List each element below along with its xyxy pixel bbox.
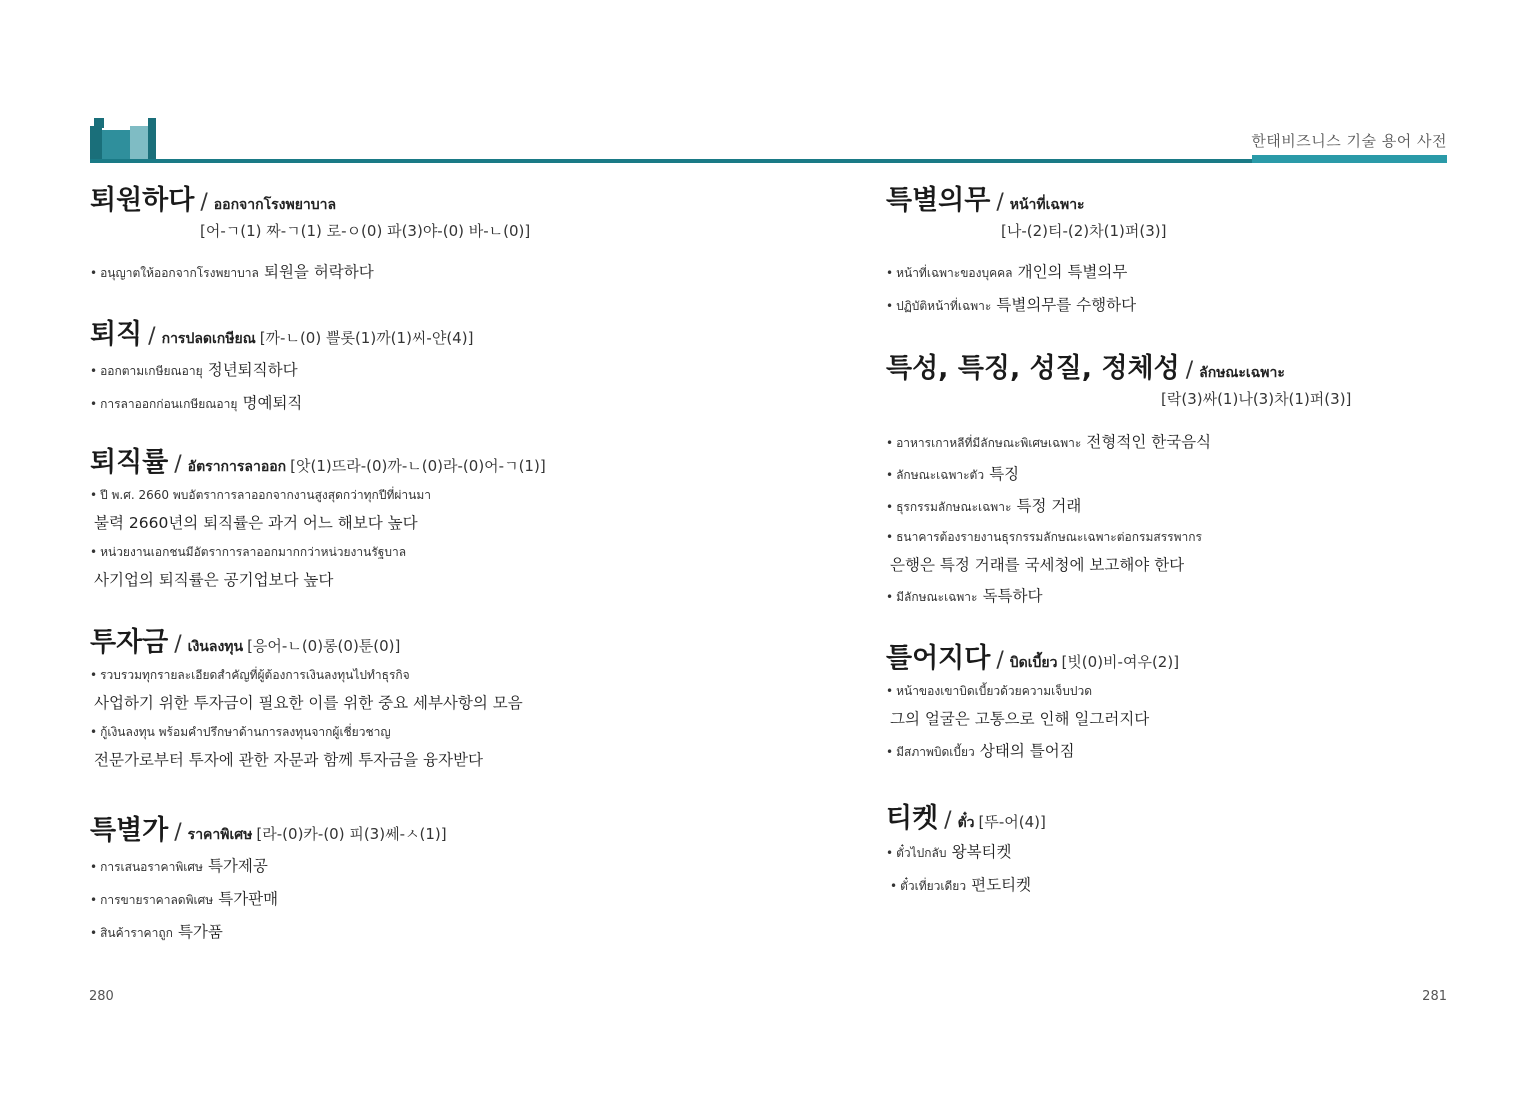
bullet: • [886,299,894,313]
bullet: • [886,684,894,698]
example-thai: อนุญาตให้ออกจากโรงพยาบาล [100,266,259,280]
separator: / [996,648,1004,673]
entry-thai: เงินลงทุน [187,639,244,655]
entry-thai: บิดเบี้ยว [1009,655,1058,671]
example-korean: 개인의 특별의무 [1017,263,1128,281]
separator: / [944,808,952,833]
entry-term: 틀어지다 [886,643,991,674]
example [886,739,1486,762]
example-korean: 그의 얼굴은 고통으로 인해 일그러지다 [890,710,1150,728]
entry [90,440,770,620]
entry-pronunciation: [락(3)싸(1)나(3)차(1)퍼(3)] [1161,390,1352,408]
left-column [90,178,770,943]
entry-term: 특성, 특징, 성질, 정체성 [886,353,1180,384]
example [886,430,1486,453]
example-thai: ธนาคารต้องรายงานธุรกรรมลักษณะเฉพาะต่อกรมสรรพากร [896,530,1202,544]
example [886,840,1486,863]
entry [90,312,770,440]
example-thai: ตั๋วไปกลับ [896,846,947,860]
entry-pronunciation: [빗(0)비-여우(2)] [1061,653,1180,671]
example-thai: การเสนอราคาพิเศษ [100,860,203,874]
example-thai: ตั๋วเที่ยวเดียว [900,879,967,893]
bullet: • [90,893,98,907]
page-number-left: 280 [89,989,114,1004]
example [90,391,770,414]
example [886,526,1486,575]
example-thai: กู้เงินลงทุน พร้อมคำปรึกษาด้านการลงทุนจากผู้เชี่ยวชาญ [100,725,391,739]
bullet: • [90,725,98,739]
example [886,462,1486,485]
bullet: • [886,436,894,450]
bullet: • [886,266,894,280]
example [90,664,770,713]
example-korean: 정년퇴직하다 [207,361,298,379]
example-korean: 상태의 틀어짐 [979,742,1075,760]
example [886,260,1486,283]
separator: / [1185,358,1194,383]
example-korean: 특가판매 [218,890,279,908]
separator: / [174,820,182,845]
entry-thai: อัตราการลาออก [187,459,287,475]
entry [886,346,1486,636]
entry [886,178,1486,346]
example [90,887,770,910]
entry-term: 특별가 [90,815,169,846]
entry [90,620,770,808]
header-accent-bar [1252,155,1447,163]
example-korean: 사업하기 위한 투자금이 필요한 이를 위한 중요 세부사항의 모음 [94,694,523,712]
example-korean: 특정 거래 [1016,497,1082,515]
example-thai: การขายราคาลดพิเศษ [100,893,214,907]
example [886,494,1486,517]
example [886,584,1486,607]
bullet: • [90,397,98,411]
separator: / [174,452,182,477]
example-korean: 특별의무를 수행하다 [996,296,1137,314]
example-korean: 불력 2660년의 퇴직률은 과거 어느 해보다 높다 [94,514,418,532]
entry-term: 투자금 [90,627,169,658]
example [886,680,1486,729]
bullet: • [90,364,98,378]
example [90,484,770,533]
bullet: • [886,590,894,604]
example [890,873,1486,896]
bullet: • [90,926,98,940]
example-thai: การลาออกก่อนเกษียณอายุ [100,397,238,411]
entry-term: 티켓 [886,803,939,834]
example-korean: 특가품 [177,923,223,941]
example-korean: 은행은 특정 거래를 국세청에 보고해야 한다 [890,556,1185,574]
entry [90,808,770,943]
example [886,293,1486,316]
bullet: • [90,668,98,682]
entry-term: 퇴원하다 [90,185,195,216]
separator: / [148,324,156,349]
bullet: • [90,266,98,280]
example-thai: ลักษณะเฉพาะตัว [896,468,985,482]
bullet: • [90,860,98,874]
example-korean: 독특하다 [982,587,1043,605]
entry-pronunciation: [응어-ㄴ(0)롱(0)툰(0)] [247,637,401,655]
example-thai: ปฏิบัติหน้าที่เฉพาะ [896,299,992,313]
example-korean: 명예퇴직 [242,394,303,412]
example-thai: ออกตามเกษียณอายุ [100,364,203,378]
entry-thai: การปลดเกษียณ [161,331,256,347]
entry-thai: หน้าที่เฉพาะ [1009,197,1085,213]
example-korean: 특징 [989,465,1020,483]
example-thai: รวบรวมทุกรายละเอียดสำคัญที่ผู้ต้องการเงินลงทุนไปทำธุรกิจ [100,668,410,682]
example-korean: 퇴원을 허락하다 [263,263,374,281]
example [90,721,770,770]
bullet: • [890,879,898,893]
entry-pronunciation: [뚜-어(4)] [978,813,1046,831]
example-korean: 전문가로부터 투자에 관한 자문과 함께 투자금을 융자받다 [94,751,483,769]
bullet: • [886,530,894,544]
example-thai: หน้าของเขาบิดเบี้ยวด้วยความเจ็บปวด [896,684,1093,698]
bullet: • [886,745,894,759]
header-logo-icon [90,118,160,162]
example-thai: หน้าที่เฉพาะของบุคคล [896,266,1013,280]
bullet: • [886,846,894,860]
example [90,260,770,283]
bullet: • [90,545,98,559]
example [90,854,770,877]
example-thai: สินค้าราคาถูก [100,926,173,940]
example-korean: 왕복티켓 [951,843,1012,861]
entry-thai: ตั๋ว [957,815,975,831]
separator: / [996,190,1004,215]
entry-thai: ราคาพิเศษ [187,827,253,843]
example-thai: มีลักษณะเฉพาะ [896,590,978,604]
right-column [886,178,1486,896]
page-number-right: 281 [1422,989,1447,1004]
entry-term: 퇴직률 [90,447,169,478]
example-thai: อาหารเกาหลีที่มีลักษณะพิเศษเฉพาะ [896,436,1082,450]
separator: / [200,190,208,215]
entry-thai: ลักษณะเฉพาะ [1199,365,1285,381]
example-thai: มีสภาพบิดเบี้ยว [896,745,975,759]
entry-pronunciation: [까-ㄴ(0) 쁠롯(1)까(1)씨-얀(4)] [259,329,474,347]
entry-pronunciation: [어-ㄱ(1) 짜-ㄱ(1) 로-ㅇ(0) 파(3)야-(0) 바-ㄴ(0)] [200,222,531,240]
example-korean: 편도티켓 [971,876,1032,894]
book-title: 한태비즈니스 기술 용어 사전 [1251,132,1447,150]
example-thai: ปี พ.ศ. 2660 พบอัตราการลาออกจากงานสูงสุดกว่าทุกปีที่ผ่านมา [100,488,431,502]
example-korean: 사기업의 퇴직률은 공기업보다 높다 [94,571,334,589]
entry-thai: ออกจากโรงพยาบาล [213,197,337,213]
entry-pronunciation: [앗(1)뜨라-(0)까-ㄴ(0)라-(0)어-ㄱ(1)] [290,457,546,475]
header-rule [90,159,1447,163]
example-korean: 특가제공 [207,857,268,875]
separator: / [174,632,182,657]
example-korean: 전형적인 한국음식 [1086,433,1212,451]
example [90,358,770,381]
entry-term: 특별의무 [886,185,991,216]
example [90,541,770,590]
entry-term: 퇴직 [90,319,143,350]
entry-pronunciation: [라-(0)카-(0) 피(3)쎄-ㅅ(1)] [256,825,447,843]
bullet: • [886,468,894,482]
bullet: • [886,500,894,514]
bullet: • [90,488,98,502]
entry [90,178,770,312]
example-thai: หน่วยงานเอกชนมีอัตราการลาออกมากกว่าหน่วยงานรัฐบาล [100,545,407,559]
example [90,920,770,943]
entry-pronunciation: [나-(2)티-(2)차(1)퍼(3)] [1001,222,1167,240]
entry [886,636,1486,796]
entry [886,796,1486,896]
example-thai: ธุรกรรมลักษณะเฉพาะ [896,500,1012,514]
